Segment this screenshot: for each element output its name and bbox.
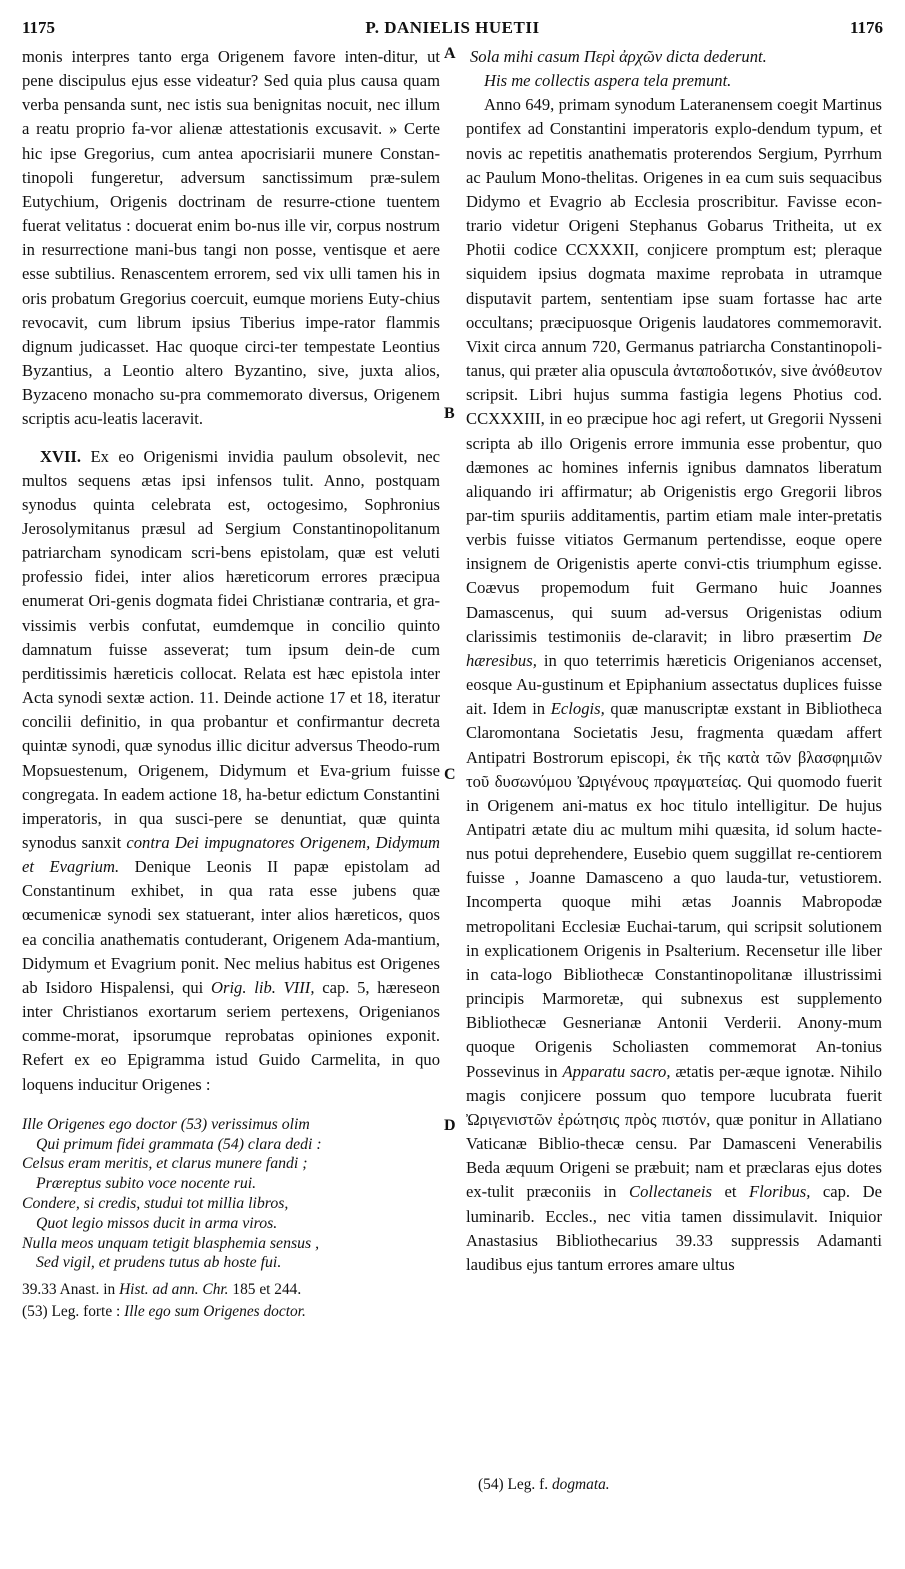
right-page-number: 1176 (849, 18, 883, 37)
margin-marker-b: B (444, 405, 455, 422)
paragraph-continuation: monis interpres tanto erga Origenem favore inten-ditur, ut pene discipulus ejus esse videatur? Sed quia plus causa quam verba pensanda sunt, nec istis sua benignitas nocuit, nec illum a reatu proprio fa-vor alienæ attestationis excusavit. » Certe hic ipse Gregorius, cum antea apocrisiarii munere Constan-tinopoli fungeretur, adversum sanctissimum præ-sulem Eutychium, Origenis doctrinam de resurre-ctione tuentem fuerat velitatus : docuerat enim bo-nus ille vir, corpus nostrum in resurrectione mani-bus tangi non posse, ventisque et aere esse subtilius. Renascentem errorem, sed vix ulli tamen his in oris probatum Gregorius coercuit, eumque moriens Euty-chius revocavit, cum librum ipsius Tiberius impe-rator flammis dignum judicasset. Hac quoque circi-ter tempestate Leontius Byzantius, a Leontio altero Byzantino, sive, juxta alios, Byzaceno monacho su-pra commemorato diversus, Origenem scriptis acu-leatis laceravit. (22, 47, 440, 429)
paragraph-main: Anno 649, primam synodum Lateranensem coegit Martinus pontifex ad Constantini imperatoris explo-dendum typum, et novis ac repetitis anathematis proterendos Sergium, Pyrrhum ac Paulum Mono-thelitas. Origenes in ea cum suis sequacibus Didymo et Evagrio ab Ecclesia proscribitur. Favisse econ-trario videtur Origeni Stephanus Gobarus Tritheita, ut ex Photii codice CCXXXII, conjicere promptum est; pleraque siquidem ipsius dogmata maxime reprobata in utramque disputavit partem, sententiam ipse suam fortasse hac arte occultans; præcipuosque Origenis laudatores commemoravit. Vixit circa annum 720, Germanus patriarcha Constantinopoli-tanus, qui præter alia opuscula ἀνταποδοτικόν, sive ἀνόθευτον scripsit. Libri hujus summa fastigia legens Photius cod. CCXXXIII, in eo præcipue hoc agi refert, ut Gregorii Nysseni scripta ab illo Origenis errore immunia esse probentur, quo dæmones ac homines infernis ignibus damnatos liberatum aliquando iri affirmatur; ab Origenistis ergo Gregorii libros par-tim spuriis additamentis, partim etiam male inter-pretatis verbis fuisse vitiatos Germanum pertendisse, eoque opere insignem de Origenistis aperte convi-ctis triumphum egisse. Coævus propemodum fuit Germano huic Joannes Damascenus, qui suum ad-versus Origenistas odium clarissimis testimoniis de-claravit; in libro præsertim De hæresibus, in quo teterrimis hæreticis Origenianos accenset, eosque Au-gustinum et Epiphanium assectatus duplices fuisse ait. Idem in Eclogis, quæ manuscriptæ exstant in Bibliotheca Claromontana Societatis Jesu, fragmenta quædam affert Antipatri Bostrorum episcopi, ἐκ τῆς κατὰ τῶν βλασφημιῶν τοῦ δυσωνύμου Ὠριγένους πραγματείας. Qui quomodo fuerit in Origenem ani-matus ex hoc titulo intelligitur. De hujus Antipatri ætate diu ac multum mihi quæsita, id solum hacte-nus potui deprehendere, Eusebio quem suggillat re-centiorem fuisse , Joanne Damasceno a quo lauda-tur, vetustiorem. Incomperta quoque mihi ætas Joannis Mabropodæ metropolitani Ecclesiæ Euchai-tarum, qui scripsit solutionem in explicationem Origenis in Psalterium. Recensetur ille liber in cata-logo Bibliothecæ Constantinopolitanæ illustrissimi principis Marmoretæ, qui subnexus est supplemento Bibliothecæ Gesnerianæ Antonii Verderii. Anony-mum quoque Origenis Scholiasten commemorat An-tonius Possevinus in Apparatu sacro, ætatis per-æque ignotæ. Nihilo magis conjicere possum quo tempore lucubrata fuerit Ὠριγενιστῶν ἐρώτησις πρὸς πιστόν, quæ ponitur in Allatiano Vaticanæ Biblio-thecæ censu. Par Damasceni Venerabilis Beda æquum Origeni se præbuit; nam et præclaras ejus dotes ex-tulit præconiis in Collectaneis et Floribus, cap. De luminarib. Eccles., nec vitia tamen dissimulavit. Iniquior Anastasius Bibliothecarius 39.33 suppressis Adamanti laudibus ejus tantum errores amare ultus (466, 95, 883, 1274)
footnote-39-33: 39.33 Anast. in Hist. ad ann. Chr. 185 et 244. (22, 1281, 302, 1299)
verse-line: Ille Origenes ego doctor (53) verissimus olim (22, 1115, 310, 1133)
footnote-53: (53) Leg. forte : Ille ego sum Origenes doctor. (22, 1303, 306, 1321)
verse-line: Nulla meos unquam tetigit blasphemia sensus , (22, 1234, 320, 1252)
footnote-54: (54) Leg. f. dogmata. (478, 1476, 610, 1493)
verse-line: Celsus eram meritis, et clarus munere fandi ; (22, 1155, 308, 1173)
right-column (466, 45, 882, 1277)
margin-markers (442, 0, 462, 1569)
section-number: XVII. (40, 446, 82, 466)
verse-line: Qui primum fidei grammata (54) clara dedi : (36, 1135, 322, 1153)
verse-continuation-line: His me collectis aspera tela premunt. (484, 71, 732, 91)
margin-marker-c: C (444, 766, 456, 783)
verse-line: Præreptus subito voce nocente rui. (36, 1175, 257, 1193)
left-page-number: 1175 (22, 18, 56, 37)
left-column (22, 45, 440, 1323)
margin-marker-a: A (444, 45, 456, 62)
section-xvii: XVII. Ex eo Origenismi invidia paulum obsolevit, nec multos sequens ætas ipsi infensos tulit. Anno, postquam synodus quinta celebrata est, octogesimo, Sophronius Jerosolymitanus præsul ad Sergium Constantinopolitanum patriarcham synodicam scri-bens epistolam, quæ est veluti professio fidei, inter alios hæreticorum errores præcipua enumerat Ori-genis dogmata fidei Christianæ contraria, et gra-vissimis verbis confutat, eumdemque in concilio quinto damnatum fuisse asseverat; tum ipsum dein-de cum perditissimis hæreticis collocat. Relata est hæc epistola inter Acta synodi sextæ action. 11. Deinde actione 17 et 18, iteratur concilii definitio, in qua probantur et confirmantur decreta quintæ synodi, quæ synodus illic dicitur adversus Theodo-rum Mopsuestenum, Origenem, Didymum et Eva-grium fuisse congregata. In eadem actione 18, ha-betur edictum Constantini imperatoris, in qua susci-pere se denuntiat, quæ quinta synodus sanxit contra Dei impugnatores Origenem, Didymum et Evagrium. Denique Leonis II papæ epistolam ad Constantinum exhibet, in qua rata esse jubens quæ œcumenicæ synodi sex statuerant, inter alios hæreticos, quos ea concilia anathematis contuderant, Origenem Ada-mantium, Didymum et Evagrium ponit. Nec melius habitus est Origenes ab Isidoro Hispalensi, qui Orig. lib. VIII, cap. 5, hæreseon inter Christianos exortarum seriem pertexens, Origenianos comme-morat, ipsorumque reprobatas opiniones exponit. Refert ex eo Epigramma istud Guido Carmelita, in quo loquens inducitur Origenes : (22, 446, 440, 1094)
verse-line: Condere, si credis, studui tot millia libros, (22, 1194, 289, 1212)
running-title: P. DANIELIS HUETII (365, 18, 540, 37)
verse-line: Quot legio missos ducit in arma viros. (36, 1214, 278, 1232)
margin-marker-d: D (444, 1117, 456, 1134)
epigram-verse (22, 1115, 440, 1273)
verse-continuation-line: Sola mihi casum Περὶ ἀρχῶν dicta dederunt. (470, 47, 767, 66)
verse-line: Sed vigil, et prudens tutus ab hoste fui. (36, 1254, 282, 1272)
